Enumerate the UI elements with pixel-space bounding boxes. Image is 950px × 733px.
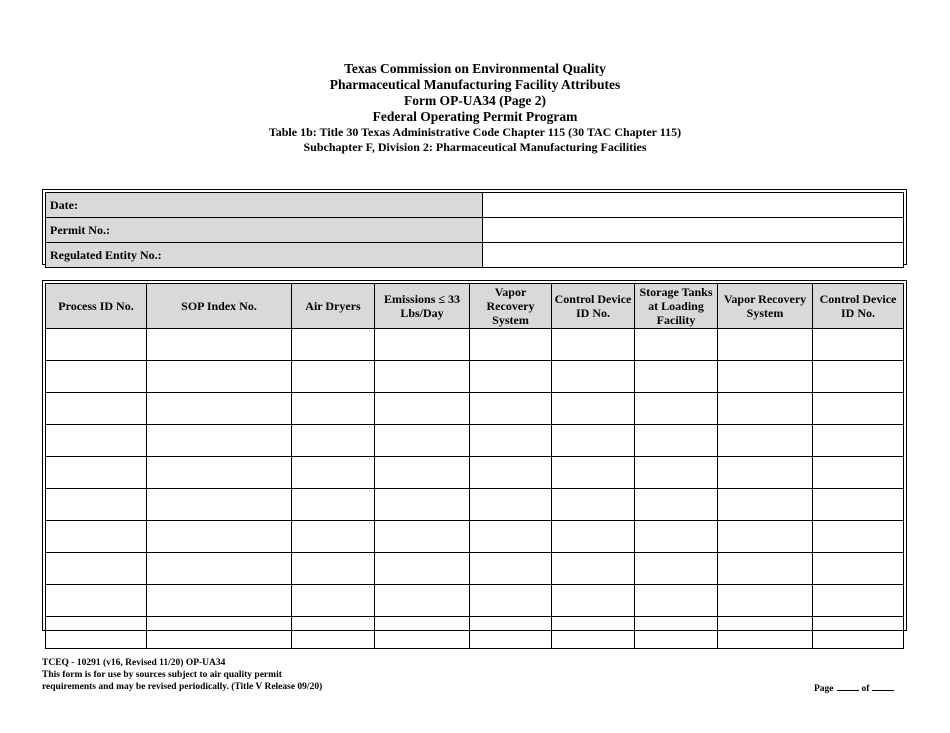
table-row (46, 457, 904, 489)
cell-sop-index[interactable] (147, 585, 292, 617)
table-row (46, 617, 904, 649)
header-row (46, 284, 904, 329)
cell-control-device-1[interactable] (552, 617, 635, 649)
cell-air-dryers[interactable] (292, 457, 375, 489)
cell-emissions[interactable] (375, 617, 470, 649)
cell-air-dryers[interactable] (292, 393, 375, 425)
cell-storage-tanks[interactable] (635, 425, 718, 457)
cell-vapor-recovery-1[interactable] (470, 457, 552, 489)
cell-vapor-recovery-2[interactable] (718, 489, 813, 521)
permit-number-field[interactable] (483, 218, 904, 243)
col-vapor-recovery-1: Vapor Recovery System (470, 284, 552, 329)
cell-storage-tanks[interactable] (635, 489, 718, 521)
cell-vapor-recovery-1[interactable] (470, 585, 552, 617)
cell-emissions[interactable] (375, 329, 470, 361)
cell-control-device-2[interactable] (813, 329, 904, 361)
col-control-device-1: Control Device ID No. (552, 284, 635, 329)
cell-storage-tanks[interactable] (635, 361, 718, 393)
cell-sop-index[interactable] (147, 393, 292, 425)
cell-control-device-2[interactable] (813, 425, 904, 457)
date-label: Date: (46, 193, 483, 218)
cell-air-dryers[interactable] (292, 329, 375, 361)
table-row (46, 585, 904, 617)
cell-control-device-2[interactable] (813, 585, 904, 617)
cell-vapor-recovery-2[interactable] (718, 553, 813, 585)
cell-emissions[interactable] (375, 585, 470, 617)
cell-sop-index[interactable] (147, 329, 292, 361)
cell-vapor-recovery-2[interactable] (718, 425, 813, 457)
cell-control-device-2[interactable] (813, 457, 904, 489)
cell-storage-tanks[interactable] (635, 553, 718, 585)
program-name: Federal Operating Permit Program (372, 109, 578, 124)
cell-vapor-recovery-2[interactable] (718, 329, 813, 361)
cell-air-dryers[interactable] (292, 425, 375, 457)
col-storage-tanks: Storage Tanks at Loading Facility (635, 284, 718, 329)
cell-sop-index[interactable] (147, 617, 292, 649)
col-air-dryers: Air Dryers (292, 284, 375, 329)
cell-process-id[interactable] (46, 521, 147, 553)
cell-control-device-2[interactable] (813, 521, 904, 553)
cell-vapor-recovery-1[interactable] (470, 553, 552, 585)
table-row (46, 521, 904, 553)
cell-control-device-2[interactable] (813, 489, 904, 521)
form-number: Form OP-UA34 (Page 2) (403, 93, 547, 108)
cell-process-id[interactable] (46, 329, 147, 361)
cell-control-device-1[interactable] (552, 393, 635, 425)
cell-control-device-2[interactable] (813, 393, 904, 425)
cell-process-id[interactable] (46, 489, 147, 521)
col-sop-index: SOP Index No. (147, 284, 292, 329)
form-usage-note: This form is for use by sources subject to air quality permit (42, 670, 282, 680)
form-usage-note-2: requirements and may be revised periodically. (Title V Release 09/20) (42, 682, 323, 692)
cell-process-id[interactable] (46, 553, 147, 585)
cell-process-id[interactable] (46, 361, 147, 393)
cell-vapor-recovery-1[interactable] (470, 521, 552, 553)
cell-control-device-1[interactable] (552, 457, 635, 489)
permit-number-label: Permit No.: (46, 218, 483, 243)
page-label: Page (814, 684, 834, 694)
cell-air-dryers[interactable] (292, 489, 375, 521)
form-revision: TCEQ - 10291 (v16, Revised 11/20) OP-UA34 (42, 658, 226, 668)
page-total-field[interactable] (872, 681, 894, 691)
cell-sop-index[interactable] (147, 457, 292, 489)
cell-vapor-recovery-1[interactable] (470, 489, 552, 521)
cell-control-device-2[interactable] (813, 553, 904, 585)
cell-control-device-1[interactable] (552, 585, 635, 617)
cell-process-id[interactable] (46, 393, 147, 425)
cell-vapor-recovery-2[interactable] (718, 457, 813, 489)
cell-control-device-1[interactable] (552, 553, 635, 585)
cell-control-device-1[interactable] (552, 361, 635, 393)
cell-vapor-recovery-1[interactable] (470, 617, 552, 649)
cell-storage-tanks[interactable] (635, 585, 718, 617)
cell-process-id[interactable] (46, 617, 147, 649)
cell-storage-tanks[interactable] (635, 457, 718, 489)
cell-control-device-2[interactable] (813, 617, 904, 649)
cell-emissions[interactable] (375, 489, 470, 521)
table-title: Table 1b: Title 30 Texas Administrative Code Chapter 115 (30 TAC Chapter 115) (268, 125, 682, 139)
cell-air-dryers[interactable] (292, 617, 375, 649)
date-field[interactable] (483, 193, 904, 218)
page-number-field[interactable] (837, 681, 859, 691)
form-footer (42, 657, 322, 693)
cell-vapor-recovery-2[interactable] (718, 617, 813, 649)
cell-process-id[interactable] (46, 457, 147, 489)
page-indicator (814, 681, 897, 694)
cell-vapor-recovery-2[interactable] (718, 585, 813, 617)
cell-emissions[interactable] (375, 425, 470, 457)
col-process-id: Process ID No. (46, 284, 147, 329)
table-row (46, 329, 904, 361)
form-subject: Pharmaceutical Manufacturing Facility Attributes (329, 77, 621, 92)
cell-storage-tanks[interactable] (635, 329, 718, 361)
cell-storage-tanks[interactable] (635, 521, 718, 553)
info-table (42, 189, 907, 265)
table-row (46, 361, 904, 393)
cell-emissions[interactable] (375, 361, 470, 393)
col-emissions: Emissions ≤ 33 Lbs/Day (375, 284, 470, 329)
cell-vapor-recovery-1[interactable] (470, 393, 552, 425)
cell-control-device-1[interactable] (552, 521, 635, 553)
cell-sop-index[interactable] (147, 425, 292, 457)
cell-vapor-recovery-2[interactable] (718, 393, 813, 425)
cell-storage-tanks[interactable] (635, 393, 718, 425)
cell-emissions[interactable] (375, 393, 470, 425)
table-subtitle: Subchapter F, Division 2: Pharmaceutical Manufacturing Facilities (303, 140, 647, 154)
cell-storage-tanks[interactable] (635, 617, 718, 649)
cell-vapor-recovery-1[interactable] (470, 361, 552, 393)
cell-sop-index[interactable] (147, 361, 292, 393)
cell-control-device-1[interactable] (552, 329, 635, 361)
regulated-entity-field[interactable] (483, 243, 904, 268)
of-label: of (861, 684, 870, 694)
cell-vapor-recovery-1[interactable] (470, 425, 552, 457)
cell-emissions[interactable] (375, 457, 470, 489)
cell-air-dryers[interactable] (292, 553, 375, 585)
agency-title: Texas Commission on Environmental Quality (344, 61, 606, 76)
cell-process-id[interactable] (46, 585, 147, 617)
cell-emissions[interactable] (375, 521, 470, 553)
cell-control-device-1[interactable] (552, 425, 635, 457)
cell-air-dryers[interactable] (292, 585, 375, 617)
cell-vapor-recovery-2[interactable] (718, 521, 813, 553)
form-header (0, 61, 950, 155)
cell-air-dryers[interactable] (292, 361, 375, 393)
col-vapor-recovery-2: Vapor Recovery System (718, 284, 813, 329)
regulated-entity-label: Regulated Entity No.: (46, 243, 483, 268)
cell-vapor-recovery-2[interactable] (718, 361, 813, 393)
cell-vapor-recovery-1[interactable] (470, 329, 552, 361)
cell-sop-index[interactable] (147, 553, 292, 585)
cell-process-id[interactable] (46, 425, 147, 457)
cell-air-dryers[interactable] (292, 521, 375, 553)
attributes-table (42, 280, 907, 631)
table-row (46, 553, 904, 585)
cell-sop-index[interactable] (147, 521, 292, 553)
cell-control-device-2[interactable] (813, 361, 904, 393)
table-row (46, 489, 904, 521)
table-row (46, 425, 904, 457)
col-control-device-2: Control Device ID No. (813, 284, 904, 329)
table-row (46, 393, 904, 425)
cell-sop-index[interactable] (147, 489, 292, 521)
cell-control-device-1[interactable] (552, 489, 635, 521)
cell-emissions[interactable] (375, 553, 470, 585)
